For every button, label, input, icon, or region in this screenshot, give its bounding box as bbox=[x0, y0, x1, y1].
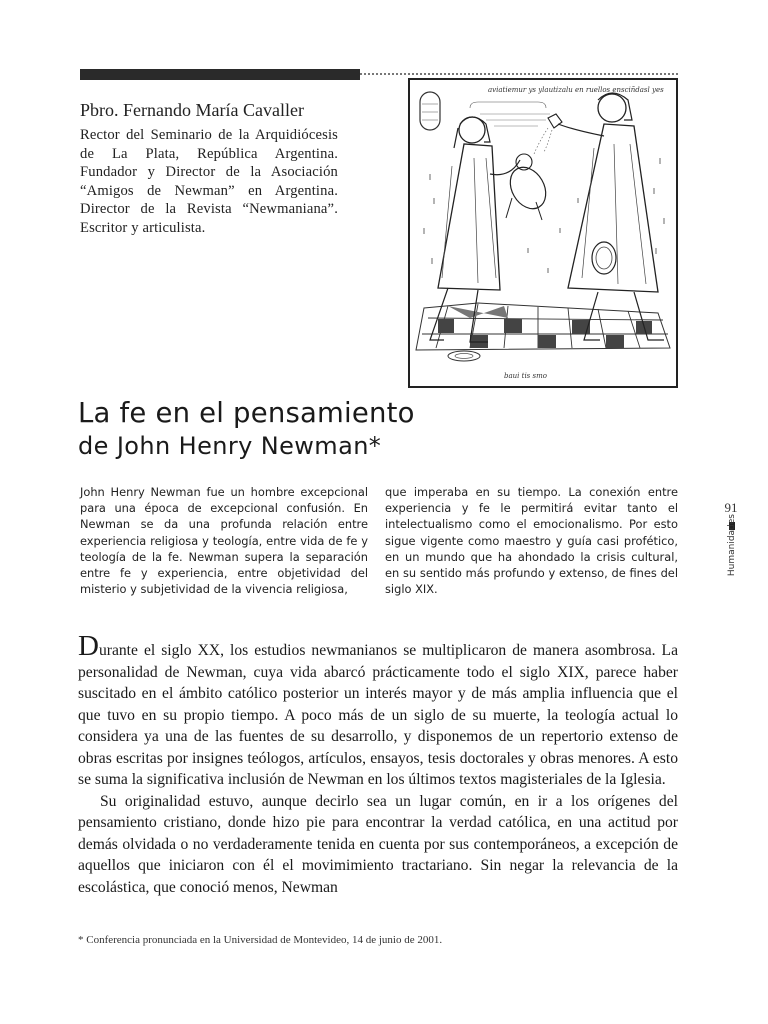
abstract-left-column: John Henry Newman fue un hombre excepcional para una época de excepcional confusión. En Newman se da una profunda relación entre experiencia religiosa y teología, entre vida de fe y teología de la fe. Newman supera la separación entre fe y experiencia, entre objetividad del misterio y subjetividad de la vivencia religiosa, bbox=[80, 485, 368, 597]
body-paragraph-1 bbox=[78, 630, 678, 791]
running-head-text: Humanidades bbox=[727, 514, 737, 577]
drop-cap: D bbox=[78, 630, 99, 662]
article-title bbox=[78, 396, 698, 462]
author-bio: Rector del Seminario de la Arquidiócesis de La Plata, República Argentina. Fundador y Director de la Asociación “Amigos de Newman” en Argentina. Director de la Revista “Newmaniana”. Escritor y articulista. bbox=[80, 127, 338, 236]
illustration-caption-bottom: baui tis smo bbox=[504, 372, 547, 380]
header-rule bbox=[80, 69, 360, 80]
body-paragraph-1-text: urante el siglo XX, los estudios newmanianos se multiplicaron de manera asombrosa. La personalidad de Newman, cuya vida abarcó prácticamente todo el siglo XIX, parece haber suscitado en el ámbito católico posterior un interés mayor y de más amplia influencia que el que tuvo en su propio tiempo. A poco más de un siglo de su muerte, la teología actual lo considera ya una de las fuentes de su desarrollo, y disponemos de un repertorio extenso de obras escritas por insignes teólogos, artículos, ensayos, tesis doctorales y obras menores. A esto se suma la significativa inclusión de Newman en los últimos textos magisteriales de la Iglesia. bbox=[78, 642, 678, 788]
body-paragraph-2: Su originalidad estuvo, aunque decirlo sea un lugar común, en ir a los orígenes del pensamiento cristiano, donde hizo pie para encontrar la verdad católica, en una actitud por demás olvidada o no verdaderamente tenida en cuenta por sus contemporáneos, a excepción de aquellos que iniciaron con él el movimimiento tractariano. Sin negar la relevancia de la escolástica, que conoció menos, Newman bbox=[78, 792, 678, 896]
article-title-line-1: La fe en el pensamiento bbox=[78, 397, 415, 429]
illustration-caption-top: aviatiemur ys ylautizalu en ruellos ensciñdasl yes bbox=[488, 86, 664, 94]
header-dotted-rule bbox=[360, 73, 678, 75]
page-number: 91 bbox=[724, 500, 738, 515]
author-name: Pbro. Fernando María Cavaller bbox=[80, 100, 304, 120]
article-title-line-2: de John Henry Newman* bbox=[78, 432, 382, 460]
footnote: * Conferencia pronunciada en la Universidad de Montevideo, 14 de junio de 2001. bbox=[78, 934, 443, 946]
article-body bbox=[78, 630, 678, 898]
running-head bbox=[722, 514, 742, 592]
baptism-drawing-icon bbox=[408, 78, 678, 388]
abstract-right-column: que imperaba en su tiempo. La conexión entre experiencia y fe le permitirá evitar tanto el intelectualismo como el emocionalismo. Por esto sigue vigente como maestro y guía casi profético, en un mundo que ha ahondado la crisis cultural, en su sentido más profundo y extenso, de fines del siglo XIX. bbox=[385, 485, 678, 597]
